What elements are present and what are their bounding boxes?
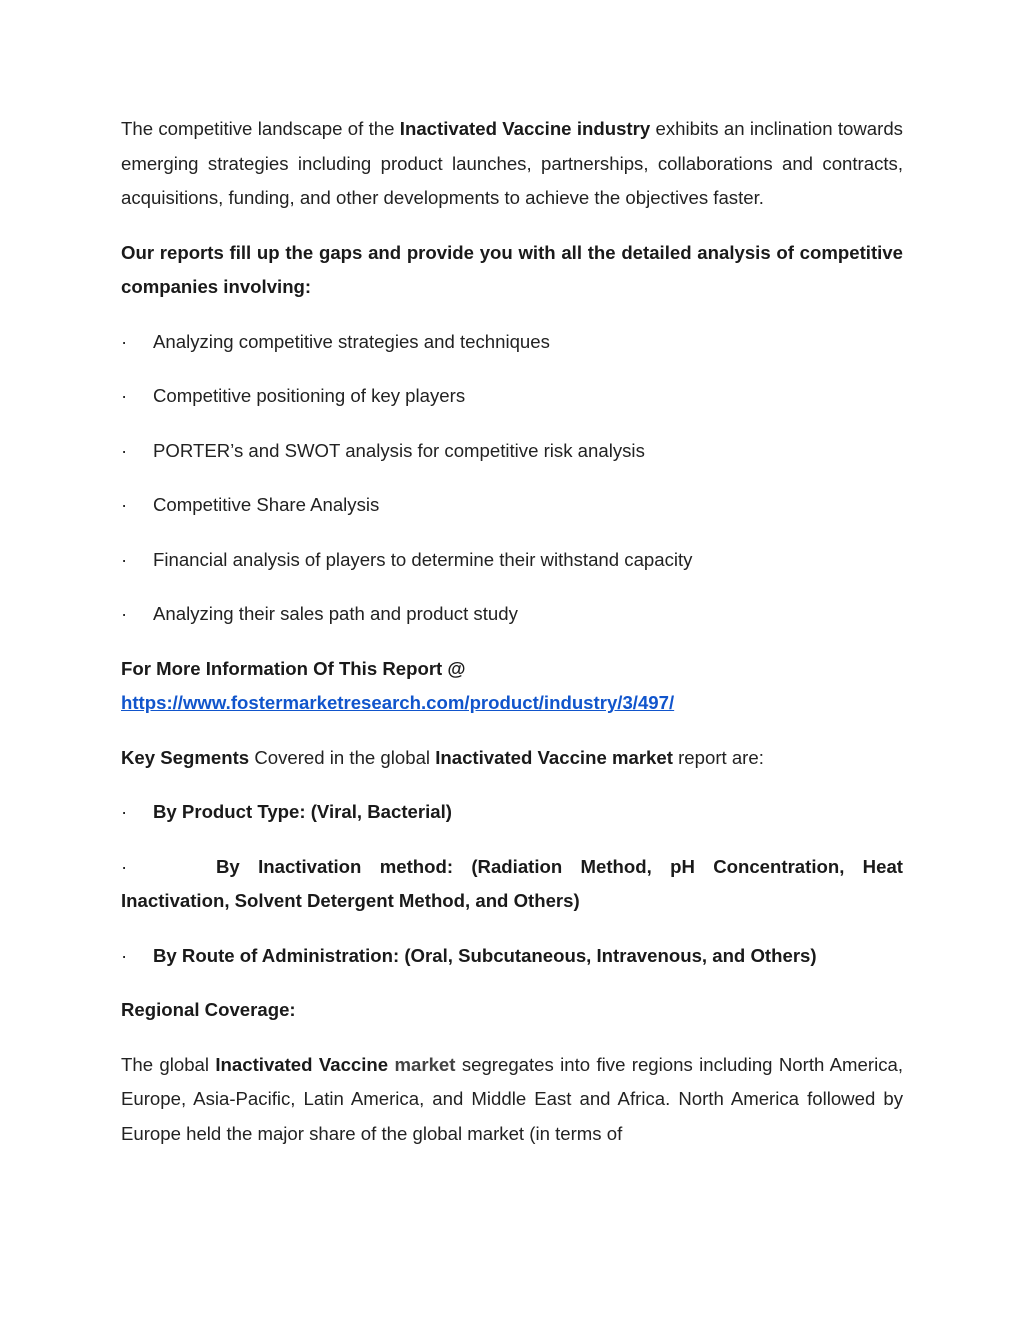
segments-bold-market: Inactivated Vaccine market	[435, 746, 673, 768]
analysis-item-text: Financial analysis of players to determine their withstand capacity	[153, 548, 693, 570]
regional-heading: Regional Coverage:	[121, 999, 296, 1020]
analysis-item	[121, 488, 903, 523]
segment-item-text: By Product Type: (Viral, Bacterial)	[153, 801, 452, 822]
analysis-item-text: Analyzing competitive strategies and techniques	[153, 330, 550, 352]
regional-bold-vaccine: Inactivated Vaccine	[215, 1053, 389, 1075]
segments-text-2: report are:	[672, 746, 764, 768]
analysis-item	[121, 325, 903, 360]
regional-text-1: The global	[121, 1053, 216, 1075]
analysis-item-text: Competitive positioning of key players	[153, 385, 466, 406]
analysis-item-text: PORTER’s and SWOT analysis for competitive risk analysis	[153, 439, 645, 461]
analysis-item	[121, 379, 903, 414]
analysis-item-text: Competitive Share Analysis	[153, 494, 380, 515]
regional-text-2: segregates into five regions including North America, Europe, Asia-Pacific, Latin America, and Middle East and Africa. North America followed by Europe held the major share of the global market (in terms of	[121, 1053, 904, 1144]
analysis-item-text: Analyzing their sales path and product study	[153, 603, 518, 624]
segments-bold-key: Key Segments	[121, 746, 250, 768]
more-info-label: For More Information Of This Report @	[121, 657, 466, 679]
intro-text-2: exhibits an inclination towards emerging strategies including product launches, partnerships, collaborations and contracts, acquisitions, funding, and other developments to achieve the objectives faster.	[121, 118, 903, 208]
bullet-dot: ·	[121, 603, 128, 624]
analysis-item	[121, 597, 903, 632]
bullet-dot: ·	[121, 944, 128, 966]
segments-text-1: Covered in the global	[249, 746, 436, 768]
segment-item-text: By Route of Administration: (Oral, Subcutaneous, Intravenous, and Others)	[153, 944, 817, 966]
analysis-item	[121, 543, 903, 578]
document-page	[121, 112, 903, 1151]
bullet-dot: ·	[121, 548, 128, 570]
bullet-dot: ·	[121, 439, 128, 461]
bullet-dot: ·	[121, 330, 128, 352]
segment-item	[121, 795, 903, 830]
report-link[interactable]: https://www.fostermarketresearch.com/product/industry/3/497/	[121, 692, 675, 713]
regional-paragraph	[121, 1048, 903, 1152]
reports-heading: Our reports fill up the gaps and provide you with all the detailed analysis of competitive companies involving:	[121, 241, 903, 297]
segment-item-text: By Inactivation method: (Radiation Method, pH Concentration, Heat Inactivation, Solvent Detergent Method, and Others)	[121, 855, 903, 911]
segment-item	[121, 850, 903, 919]
analysis-item	[121, 434, 903, 469]
bullet-dot: ·	[121, 494, 128, 515]
intro-text-1: The competitive landscape of the	[121, 118, 400, 139]
intro-bold-industry: Inactivated Vaccine industry	[399, 118, 651, 139]
segments-intro	[121, 741, 903, 776]
segment-item	[121, 939, 903, 974]
bullet-dot: ·	[121, 855, 128, 877]
more-info-line	[121, 686, 903, 721]
regional-bold-market: market	[388, 1053, 456, 1075]
bullet-dot: ·	[121, 385, 128, 406]
bullet-dot: ·	[121, 801, 128, 822]
intro-paragraph	[121, 112, 903, 216]
